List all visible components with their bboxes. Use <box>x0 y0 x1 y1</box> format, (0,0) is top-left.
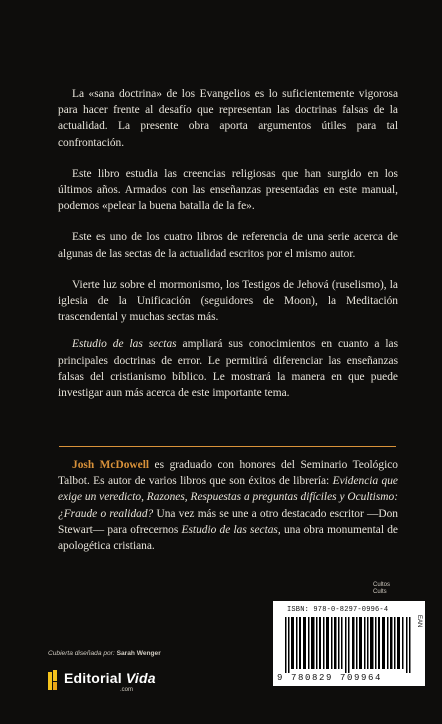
barcode-number: 9 780829 709964 <box>277 673 383 683</box>
publisher-name-plain: Editorial <box>64 670 126 686</box>
author-name: Josh McDowell <box>72 459 150 471</box>
bio-book-title: Estudio de las sectas <box>181 523 278 536</box>
blurb-paragraph-2: Este libro estudia las creencias religiosas que han surgido en los últimos años. Armados con las enseñanzas presentadas en este manual, podemos «pelear la buena batalla de la fe». <box>58 167 398 213</box>
barcode-bars <box>285 617 411 673</box>
credit-designer: Sarah Wenger <box>116 650 161 657</box>
blurb-paragraph-3: Este es uno de los cuatro libros de referencia de una serie acerca de algunas de las sectas de la actualidad escritos por el mismo autor. <box>58 231 398 260</box>
credit-label: Cubierta diseñada por: <box>48 650 115 657</box>
bio-text-1: es graduado con honores del Seminario Teológico Talbot. Es autor de varios libros que son éxitos de librería: <box>58 459 398 488</box>
category-spanish: Cultos <box>373 582 391 588</box>
barcode <box>273 601 425 686</box>
isbn-text: ISBN: 978-0-8297-0996-4 <box>287 606 389 614</box>
blurb-paragraph-5 <box>58 336 398 401</box>
blurb-paragraph-1: La «sana doctrina» de los Evangelios es lo suficientemente vigorosa para hacer frente al desafío que representan las doctrinas falsas de la actualidad. La presente obra aporta argumentos útiles para tal confrontación. <box>58 88 398 149</box>
cover-credit <box>48 650 161 657</box>
author-bio <box>58 457 398 554</box>
ean-label: EAN <box>416 615 422 628</box>
bio-text-2: Una vez más se une a otro destacado escritor —Don Stewart— para ofrecernos <box>58 507 398 536</box>
category-english: Cults <box>373 589 387 595</box>
book-title-inline: Estudio de las sectas <box>72 338 177 351</box>
blurb-paragraph-4: Vierte luz sobre el mormonismo, los Testigos de Jehová (ruselismo), la iglesia de la Unificación (seguidores de Moon), la Meditación trascendental y muchas sectas más. <box>58 278 398 324</box>
publisher-name-italic: Vida <box>125 670 156 686</box>
orange-divider <box>59 446 396 447</box>
blurb-paragraph-5-text: ampliará sus conocimientos en cuanto a las principales doctrinas de error. Le permitirá diferenciar las enseñanzas falsas del cristianismo bíblico. Le mostrará la manera en que puede investigar aun más acerca de este importante tema. <box>58 338 399 400</box>
publisher-logo-icon <box>48 670 60 692</box>
publisher-domain: .com <box>120 687 134 693</box>
bio-bestseller-titles: Evidencia que exige un veredicto, Razones, Respuestas a preguntas difíciles y Ocultismo: ¿Fraude o realidad? <box>58 475 398 520</box>
publisher-name <box>64 670 156 686</box>
category-label <box>373 582 390 596</box>
back-cover-blurb <box>58 86 398 416</box>
bio-text-3: , una obra monumental de apologética cristiana. <box>58 523 398 553</box>
